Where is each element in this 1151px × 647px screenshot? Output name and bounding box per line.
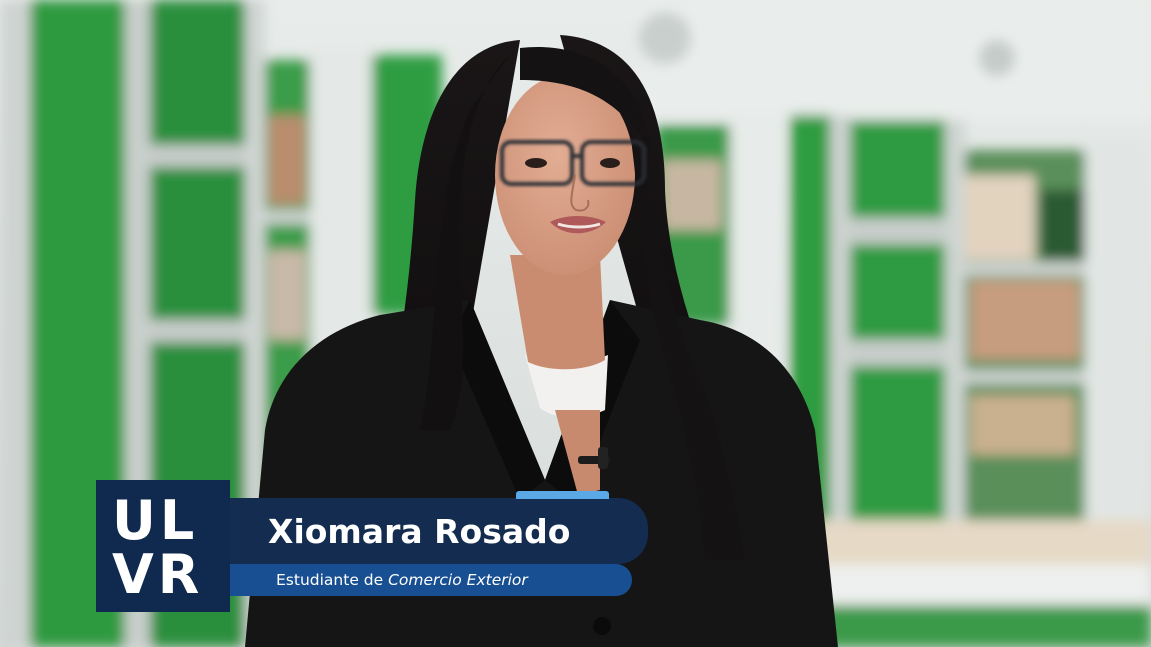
person-subtitle (276, 569, 528, 591)
name-accent-tab (516, 491, 609, 499)
subtitle-prefix: Estudiante de (276, 571, 389, 589)
subtitle-emphasis: Comercio Exterior (388, 571, 528, 589)
ulvr-logo (96, 480, 230, 612)
logo-line-1: UL (112, 489, 199, 552)
person-name: Xiomara Rosado (268, 512, 571, 551)
logo-line-2: VR (112, 543, 204, 606)
